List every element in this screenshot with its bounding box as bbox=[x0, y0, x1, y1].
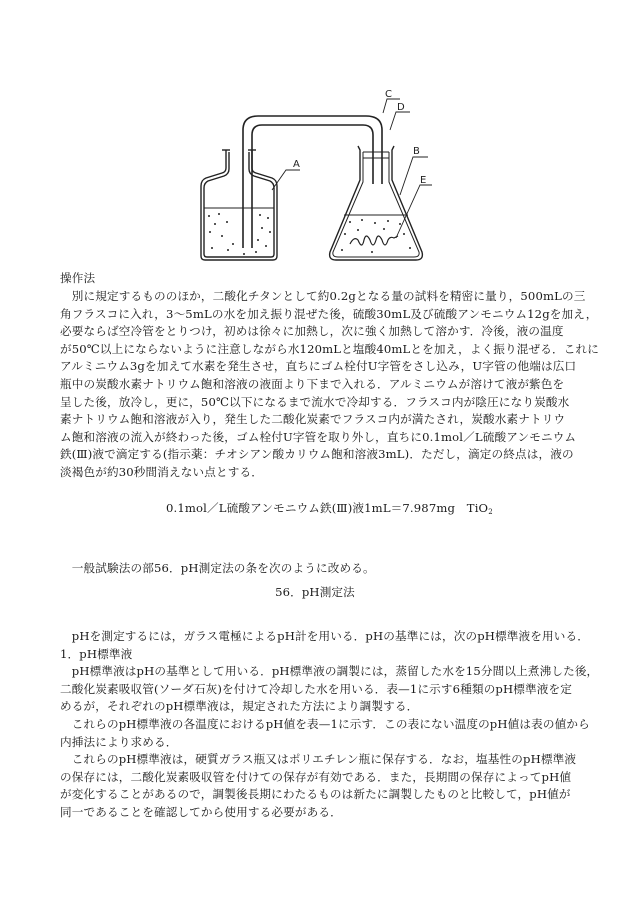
ph-para3-line: これらのpH標準液は，硬質ガラス瓶又はポリエチレン瓶に保存する．なお，塩基性のpH標準液 bbox=[60, 752, 577, 767]
ph-para3-line: 同一であることを確認してから使用する必要がある． bbox=[60, 804, 342, 819]
label-b: B bbox=[413, 146, 420, 157]
apparatus-diagram bbox=[180, 80, 460, 265]
bottle-a bbox=[201, 150, 277, 260]
procedure-line: が50℃以上にならないように注意しながら水120mLと塩酸40mLとを加え，よく振り混ぜる．これに bbox=[60, 341, 600, 356]
procedure-line: 呈した後，放冷し，更に，50℃以下になるまで流水で冷却する．フラスコ内が陰圧になり炭酸水 bbox=[60, 394, 570, 409]
equation-subscript: 2 bbox=[488, 508, 493, 516]
procedure-body bbox=[60, 288, 600, 482]
procedure-heading: 操作法 bbox=[60, 271, 96, 285]
procedure-line: アルミニウム3gを加えて水素を発生させ，直ちにゴム栓付U字管をさし込み，U字管の他端は広口 bbox=[60, 359, 577, 374]
ph-para2-line: これらのpH標準液の各温度におけるpH値を表—1に示す．この表にない温度のpH値は表の値から bbox=[60, 716, 590, 731]
procedure-line: 鉄(Ⅲ)液で滴定する(指示薬：チオシアン酸カリウム飽和溶液3mL)．ただし，滴定の終点は，液の bbox=[60, 447, 574, 462]
label-e: E bbox=[420, 175, 427, 186]
ph-subheading: 1．pH標準液 bbox=[60, 646, 133, 661]
ph-para3-line: が変化することがあるので，調製後長期にわたるものは新たに調製したものと比較して，pH値が bbox=[60, 787, 571, 802]
procedure-line: ム飽和溶液の流入が終わった後，ゴム栓付U字管を取り外し，直ちに0.1mol／L硫酸アンモニウム bbox=[60, 429, 577, 444]
label-d: D bbox=[397, 102, 405, 113]
ph-para1-line: 二酸化炭素吸収管(ソーダ石灰)を付けて冷却した水を用いる．表—1に示す6種類のpH標準液を定 bbox=[60, 681, 572, 696]
flask-b bbox=[330, 146, 423, 260]
ph-intro: pHを測定するには，ガラス電極によるpH計を用いる．pHの基準には，次のpH標準液を用いる． bbox=[60, 629, 589, 643]
ph-section bbox=[60, 628, 599, 822]
procedure-line: 淡褐色が約30秒間消えない点とする． bbox=[60, 464, 263, 479]
procedure-line: 必要ならば空冷管をとりつけ，初めは徐々に加熱し，次に強く加熱して溶かす．冷後，液の温度 bbox=[60, 324, 564, 339]
label-a: A bbox=[293, 159, 300, 170]
ph-para1-line: pH標準液はpHの基準として用いる．pH標準液の調製には，蒸留した水を15分間以上煮沸した後， bbox=[60, 664, 599, 679]
ph-para2-line: 内挿法により求める． bbox=[60, 734, 178, 749]
procedure-line: 素ナトリウム飽和溶液が入り，発生した二酸化炭素でフラスコ内が満たされ，炭酸水素ナトリウ bbox=[60, 412, 566, 427]
ph-para1-line: めるが，それぞれのpH標準液は，規定された方法により調製する． bbox=[60, 699, 419, 714]
coil-e bbox=[350, 236, 398, 245]
titration-equation bbox=[166, 500, 493, 522]
label-c: C bbox=[385, 89, 392, 100]
u-tube-c bbox=[243, 116, 382, 248]
procedure-line: 別に規定するもののほか，二酸化チタンとして約0.2gとなる量の試料を精密に量り，500mLの三 bbox=[60, 289, 586, 303]
ph-para3-line: の保存には，二酸化炭素吸収管を付けての保存が有効である．また，長期間の保存によってpH値 bbox=[60, 769, 572, 784]
procedure-line: 角フラスコに入れ，3～5mLの水を加え振り混ぜた後，硫酸30mL及び硫酸アンモニウム12gを加え， bbox=[60, 306, 598, 321]
amendment-note: 一般試験法の部56．pH測定法の条を次のように改める。 bbox=[60, 561, 375, 575]
section-title: 56．pH測定法 bbox=[275, 585, 355, 599]
equation-text: 0.1mol／L硫酸アンモニウム鉄(Ⅲ)液1mL＝7.987mg TiO bbox=[166, 501, 489, 515]
procedure-line: 瓶中の炭酸水素ナトリウム飽和溶液の液面より下まで入れる．アルミニウムが溶けて液が紫色を bbox=[60, 376, 565, 391]
